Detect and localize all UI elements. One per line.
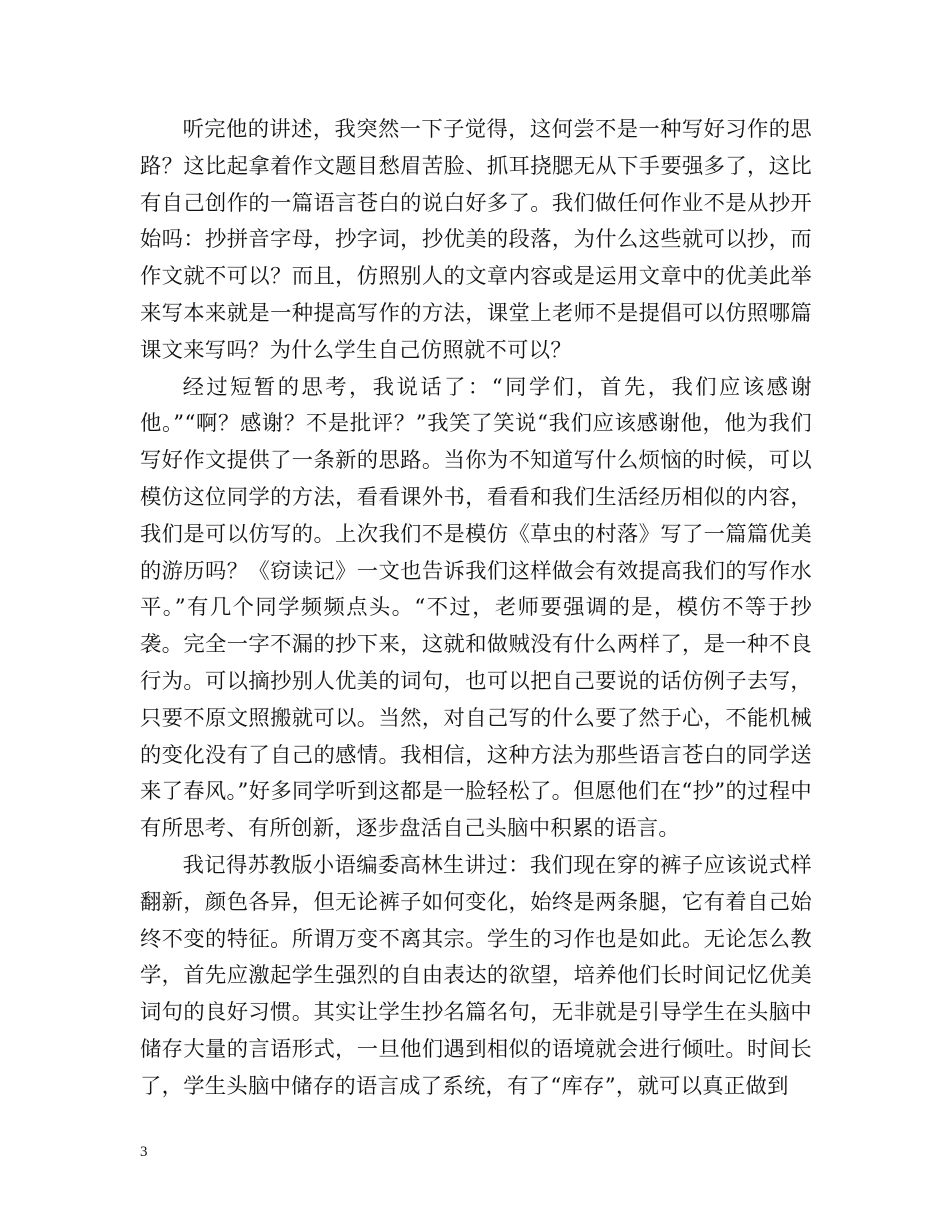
paragraph-3: 我记得苏教版小语编委高林生讲过：我们现在穿的裤子应该说式样翻新，颜色各异，但无论裤子如何变化，始终是两条腿，它有着自己始终不变的特征。所谓万变不离其宗。学生的习作也是如此。无论怎么教学，首先应激起学生强烈的自由表达的欲望，培养他们长时间记忆优美词句的良好习惯。其实让学生抄名篇名句，无非就是引导学生在头脑中储存大量的言语形式，一旦他们遇到相似的语境就会进行倾吐。时间长了，学生头脑中储存的语言成了系统，有了“库存”，就可以真正做到: [140, 852, 812, 1099]
paragraph-2: 经过短暂的思考，我说话了：“同学们，首先，我们应该感谢他。”“啊？感谢？不是批评？”我笑了笑说“我们应该感谢他，他为我们写好作文提供了一条新的思路。当你为不知道写什么烦恼的时候，可以模仿这位同学的方法，看看课外书，看看和我们生活经历相似的内容，我们是可以仿写的。上次我们不是模仿《草虫的村落》写了一篇篇优美的游历吗？《窃读记》一文也告诉我们这样做会有效提高我们的写作水平。”有几个同学频频点头。“不过，老师要强调的是，模仿不等于抄袭。完全一字不漏的抄下来，这就和做贼没有什么两样了，是一种不良行为。可以摘抄别人优美的词句，也可以把自己要说的话仿例子去写，只要不原文照搬就可以。当然，对自己写的什么要了然于心，不能机械的变化没有了自己的感情。我相信，这种方法为那些语言苍白的同学送来了春风。”好多同学听到这都是一脸轻松了。但愿他们在“抄”的过程中有所思考、有所创新，逐步盘活自己头脑中积累的语言。: [140, 374, 812, 842]
paragraph-1: 听完他的讲述，我突然一下子觉得，这何尝不是一种写好习作的思路？这比起拿着作文题目愁眉苦脸、抓耳挠腮无从下手要强多了，这比有自己创作的一篇语言苍白的说白好多了。我们做任何作业不是从抄开始吗：抄拼音字母，抄字词，抄优美的段落，为什么这些就可以抄，而作文就不可以？而且，仿照别人的文章内容或是运用文章中的优美此举来写本来就是一种提高写作的方法，课堂上老师不是提倡可以仿照哪篇课文来写吗？为什么学生自己仿照就不可以？: [140, 117, 812, 363]
body-text: [140, 112, 812, 1106]
page-number: 3: [140, 1144, 148, 1160]
